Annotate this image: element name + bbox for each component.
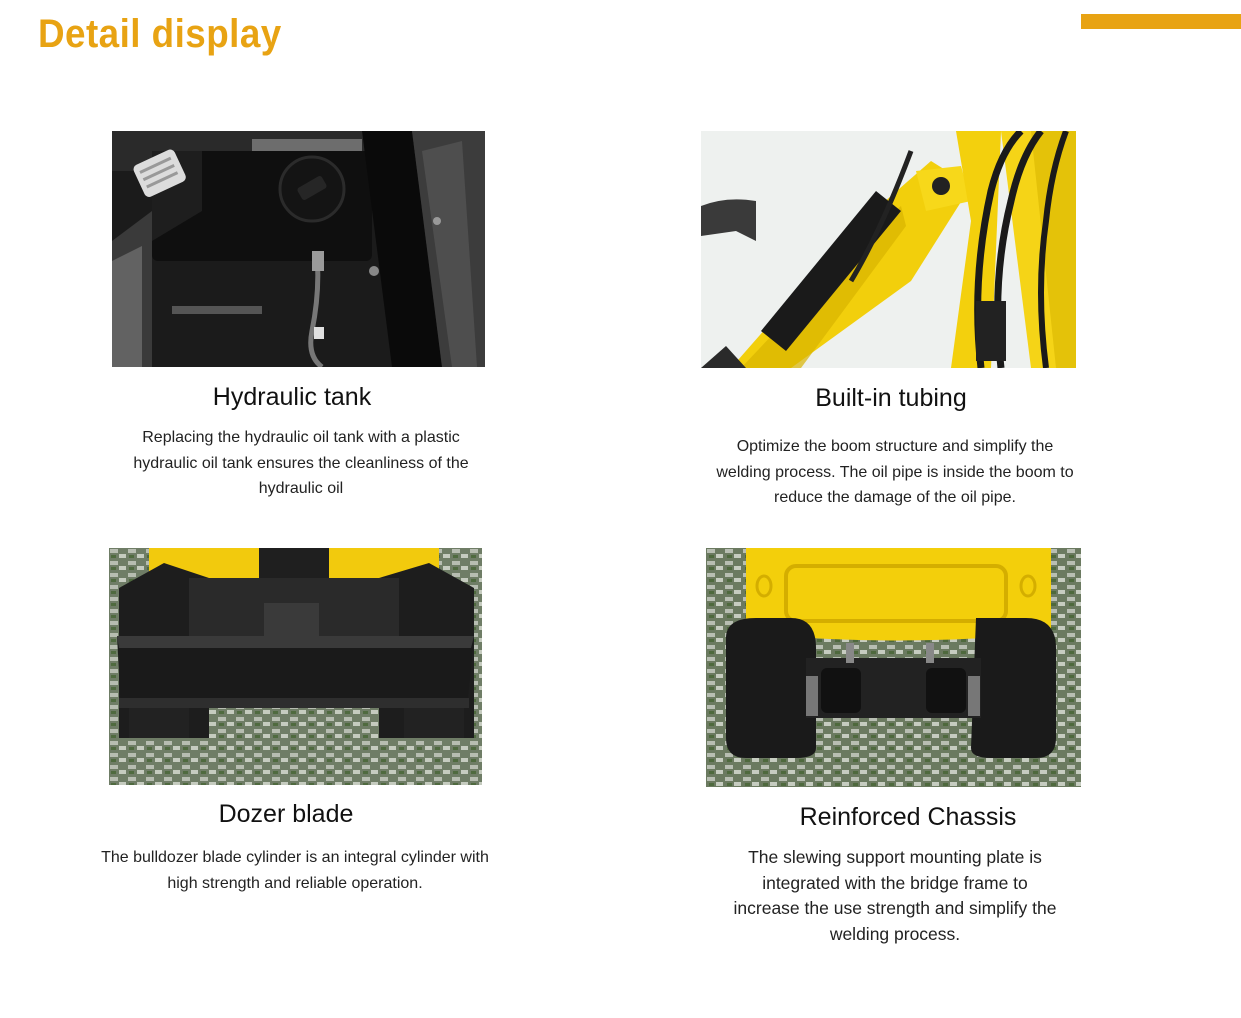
item-description: Optimize the boom structure and simplify the welding process. The oil pipe is inside the boom to reduce the damage of the oil pipe. (716, 438, 1074, 506)
dozer-blade-photo (109, 548, 482, 785)
item-description: The slewing support mounting plate is integrated with the bridge frame to increase the use strength and simplify the welding process. (733, 847, 1057, 944)
item-heading: Hydraulic tank (212, 383, 372, 411)
page-title: Detail display (38, 12, 282, 56)
item-heading: Reinforced Chassis (799, 803, 1017, 831)
item-heading: Built-in tubing (815, 384, 967, 412)
item-description: Replacing the hydraulic oil tank with a plastic hydraulic oil tank ensures the cleanliness of the hydraulic oil (133, 429, 469, 497)
built-in-tubing-photo (701, 131, 1076, 368)
hydraulic-tank-photo (112, 131, 485, 367)
item-description: The bulldozer blade cylinder is an integral cylinder with high strength and reliable operation. (101, 849, 489, 892)
item-heading: Dozer blade (218, 800, 354, 828)
reinforced-chassis-photo (706, 548, 1081, 787)
accent-bar (1081, 14, 1241, 29)
